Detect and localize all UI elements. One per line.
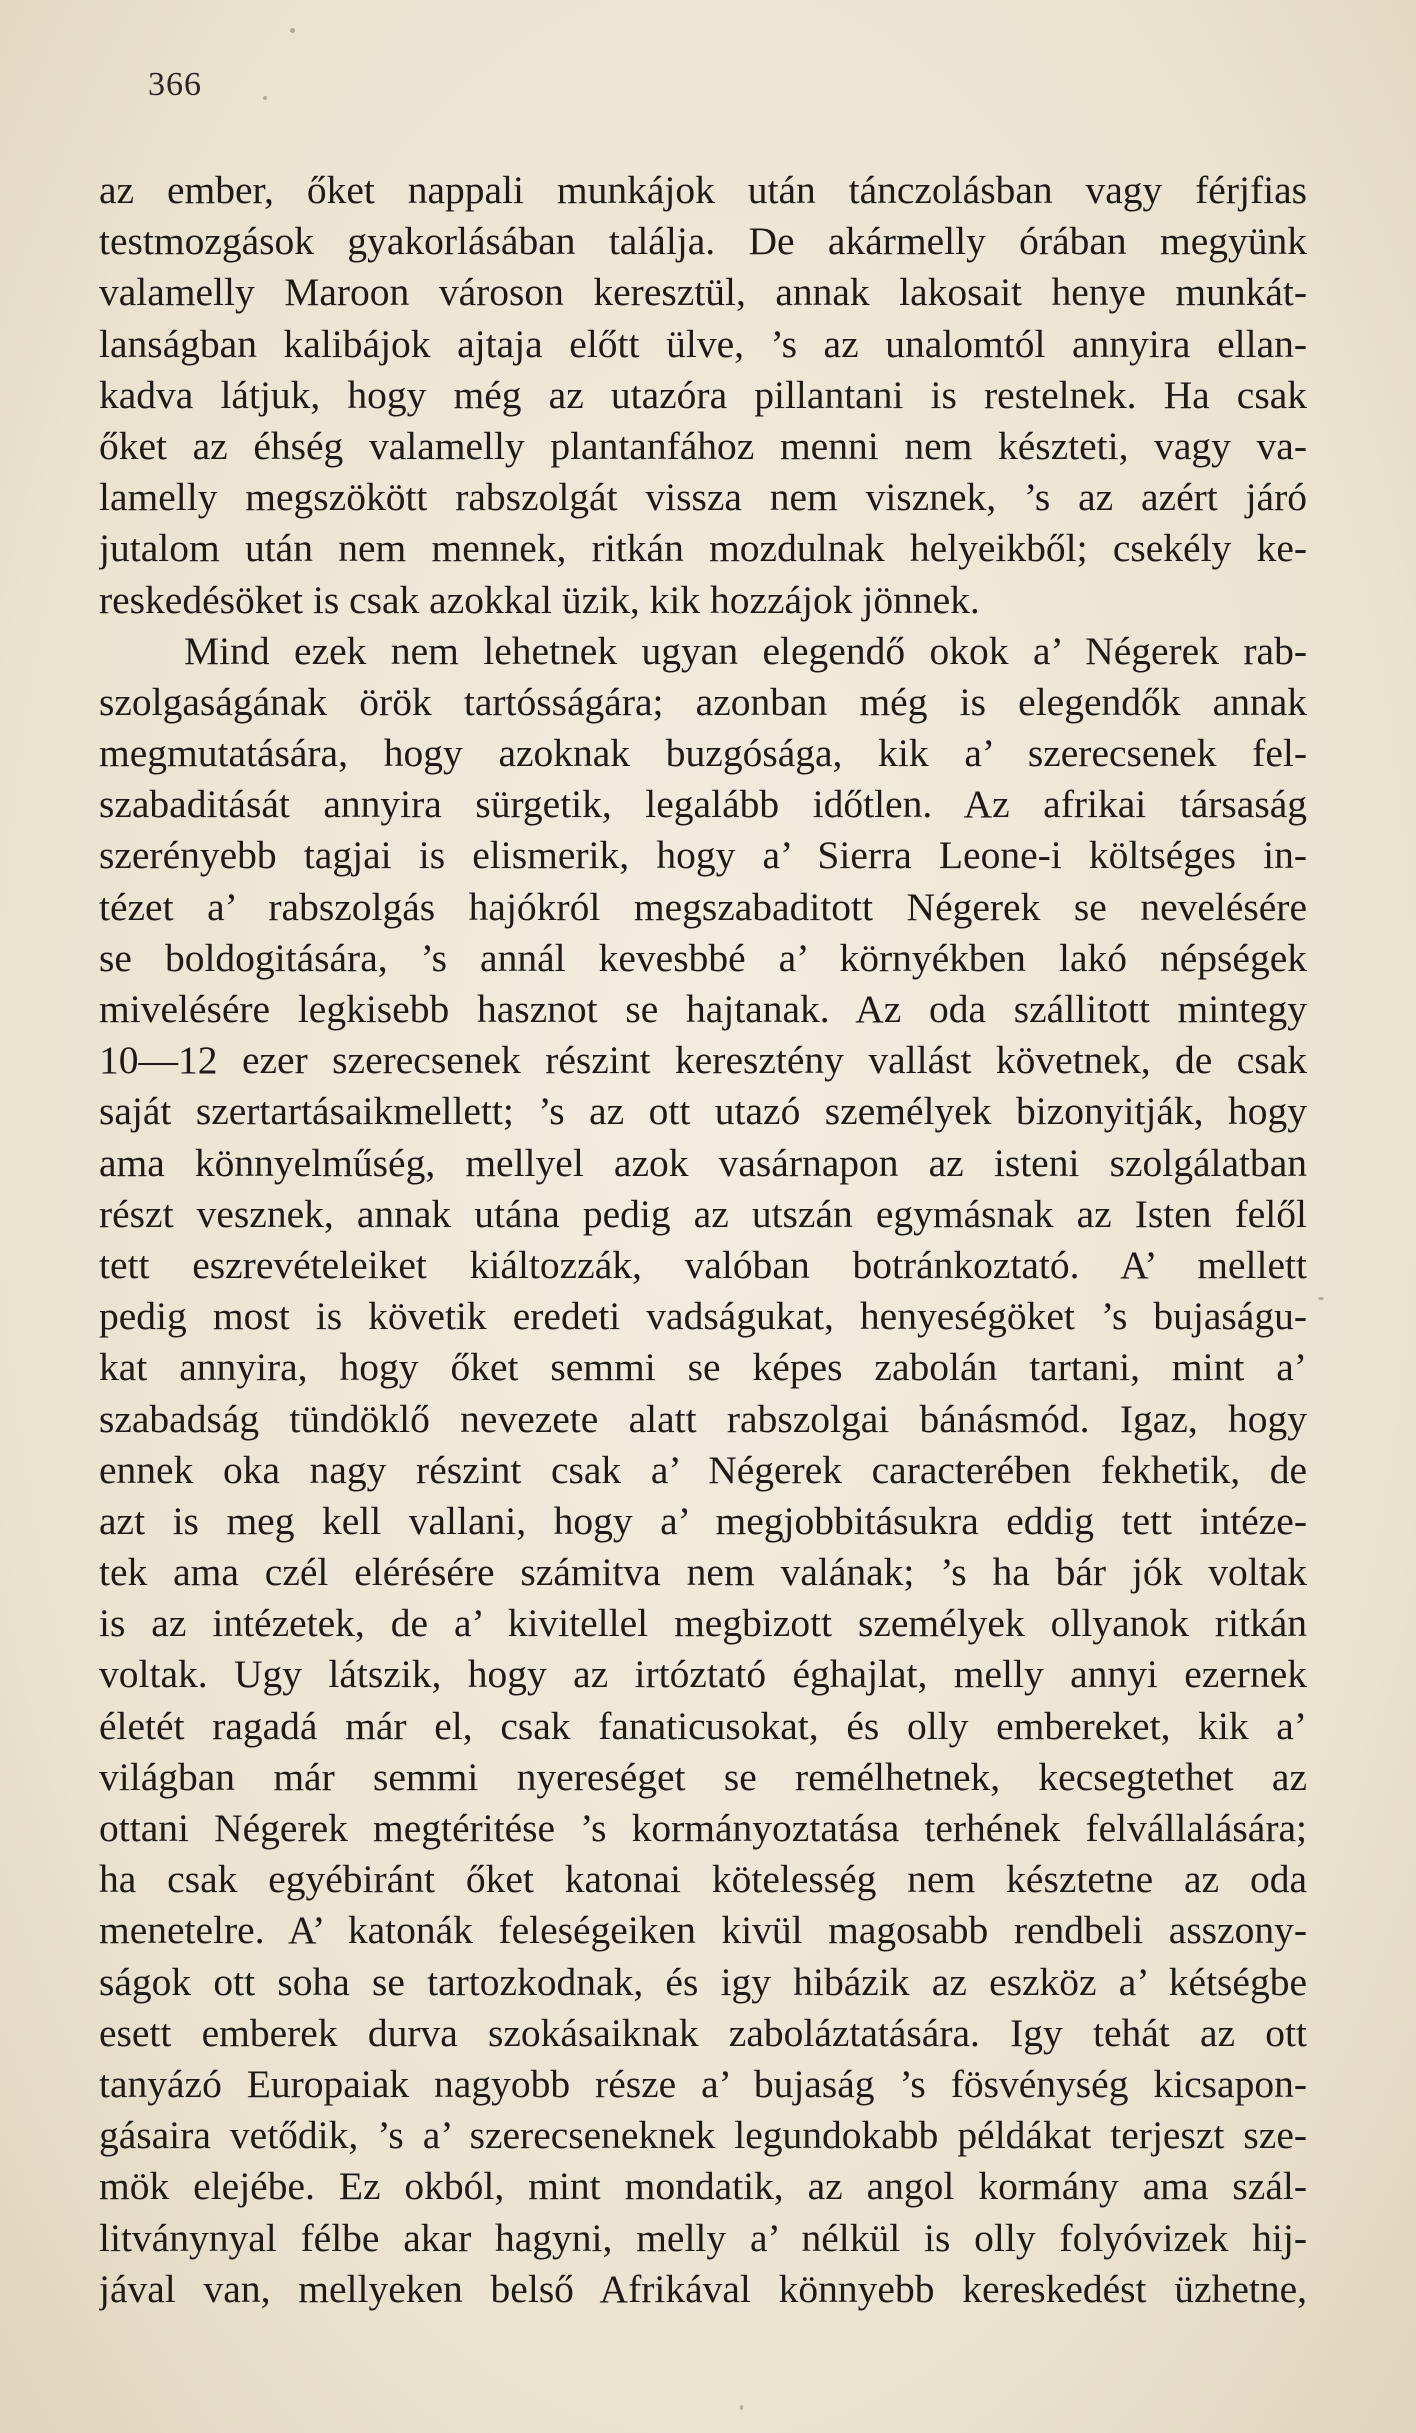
paper-speck xyxy=(1318,1297,1324,1300)
text-line: Mind ezek nem lehetnek ugyan elegendő okok a’ Négerek rab- xyxy=(184,628,1307,673)
text-line: saját szertartásaikmellett; ’s az ott utazó személyek bizonyitják, hogy xyxy=(99,1089,1307,1134)
text-line: azt is meg kell vallani, hogy a’ megjobbitásukra eddig tett intéze- xyxy=(99,1498,1307,1543)
text-line: is az intézetek, de a’ kivitellel megbizott személyek ollyanok ritkán xyxy=(99,1601,1307,1646)
text-line: részt vesznek, annak utána pedig az utszán egymásnak az Isten felől xyxy=(99,1191,1307,1236)
text-line: reskedésöket is csak azokkal üzik, kik hozzájok jönnek. xyxy=(99,577,980,622)
text-line: az ember, őket nappali munkájok után tánczolásban vagy férjfias xyxy=(99,168,1307,212)
text-line: világban már semmi nyereséget se remélhetnek, kecsegtethet az xyxy=(99,1754,1307,1799)
text-line: őket az éhség valamelly plantanfához menni nem készteti, vagy va- xyxy=(99,423,1307,468)
paragraph xyxy=(99,165,1307,626)
text-line: szabadság tündöklő nevezete alatt rabszolgai bánásmód. Igaz, hogy xyxy=(99,1396,1307,1441)
text-line: megmutatására, hogy azoknak buzgósága, kik a’ szerecsenek fel- xyxy=(99,731,1307,776)
text-line: ama könnyelműség, mellyel azok vasárnapon az isteni szolgálatban xyxy=(99,1140,1307,1185)
text-line: szabaditását annyira sürgetik, legalább időtlen. Az afrikai társaság xyxy=(99,782,1307,827)
text-line: ha csak egyébiránt őket katonai kötelesség nem késztetne az oda xyxy=(99,1857,1307,1902)
text-line: esett emberek durva szokásaiknak zaboláztatására. Igy tehát az ott xyxy=(99,2010,1307,2055)
text-line: tett eszrevételeiket kiáltozzák, valóban botránkoztató. A’ mellett xyxy=(99,1242,1307,1287)
text-line: valamelly Maroon városon keresztül, annak lakosait henye munkát- xyxy=(99,270,1307,315)
text-line: menetelre. A’ katonák feleségeiken kivül magosabb rendbeli asszony- xyxy=(99,1908,1307,1953)
text-line: mök elejébe. Ez okból, mint mondatik, az angol kormány ama szál- xyxy=(99,2164,1307,2209)
text-line: ságok ott soha se tartozkodnak, és igy hibázik az eszköz a’ kétségbe xyxy=(99,1959,1307,2004)
text-line: pedig most is követik eredeti vadságukat, henyeségöket ’s bujaságu- xyxy=(99,1294,1307,1339)
text-line: tanyázó Europaiak nagyobb része a’ bujaság ’s fösvénység kicsapon- xyxy=(99,2061,1307,2106)
body-text xyxy=(99,165,1307,2315)
text-line: 10—12 ezer szerecsenek részint keresztény vallást követnek, de csak xyxy=(99,1038,1307,1083)
text-line: lanságban kalibájok ajtaja előtt ülve, ’s az unalomtól annyira ellan- xyxy=(99,321,1307,366)
text-line: kadva látjuk, hogy még az utazóra pillantani is restelnek. Ha csak xyxy=(99,372,1307,417)
text-line: mivelésére legkisebb hasznot se hajtanak. Az oda szállitott mintegy xyxy=(99,987,1307,1031)
text-line: jutalom után nem mennek, ritkán mozdulnak helyeikből; csekély ke- xyxy=(99,526,1307,571)
paper-speck xyxy=(740,2405,743,2410)
text-line: jával van, mellyeken belső Afrikával könnyebb kereskedést üzhetne, xyxy=(99,2266,1307,2311)
paper-speck xyxy=(290,28,295,33)
text-line: se boldogitására, ’s annál kevesbbé a’ környékben lakó népségek xyxy=(99,935,1307,980)
text-line: ottani Négerek megtéritése ’s kormányoztatása terhének felvállalására; xyxy=(99,1806,1307,1850)
text-line: életét ragadá már el, csak fanaticusokat, és olly embereket, kik a’ xyxy=(99,1703,1307,1748)
text-line: ennek oka nagy részint csak a’ Négerek caracterében fekhetik, de xyxy=(99,1447,1307,1492)
page-number: 366 xyxy=(148,66,202,103)
text-line: kat annyira, hogy őket semmi se képes zabolán tartani, mint a’ xyxy=(99,1345,1307,1390)
text-line: tek ama czél elérésére számitva nem valának; ’s ha bár jók voltak xyxy=(99,1550,1307,1595)
paragraph xyxy=(99,626,1307,2315)
text-line: szolgaságának örök tartósságára; azonban még is elegendők annak xyxy=(99,679,1307,724)
text-line: testmozgások gyakorlásában találja. De akármelly órában megyünk xyxy=(99,219,1307,264)
text-line: gásaira vetődik, ’s a’ szerecseneknek legundokabb példákat terjeszt sze- xyxy=(99,2113,1307,2158)
text-line: lamelly megszökött rabszolgát vissza nem visznek, ’s az azért járó xyxy=(99,475,1307,520)
text-line: voltak. Ugy látszik, hogy az irtóztató éghajlat, melly annyi ezernek xyxy=(99,1652,1307,1697)
paper-speck xyxy=(263,96,267,100)
text-line: szerényebb tagjai is elismerik, hogy a’ Sierra Leone-i költséges in- xyxy=(99,833,1307,878)
text-line: tézet a’ rabszolgás hajókról megszabaditott Négerek se nevelésére xyxy=(99,884,1307,929)
text-line: litványnyal félbe akar hagyni, melly a’ nélkül is olly folyóvizek hij- xyxy=(99,2215,1307,2260)
